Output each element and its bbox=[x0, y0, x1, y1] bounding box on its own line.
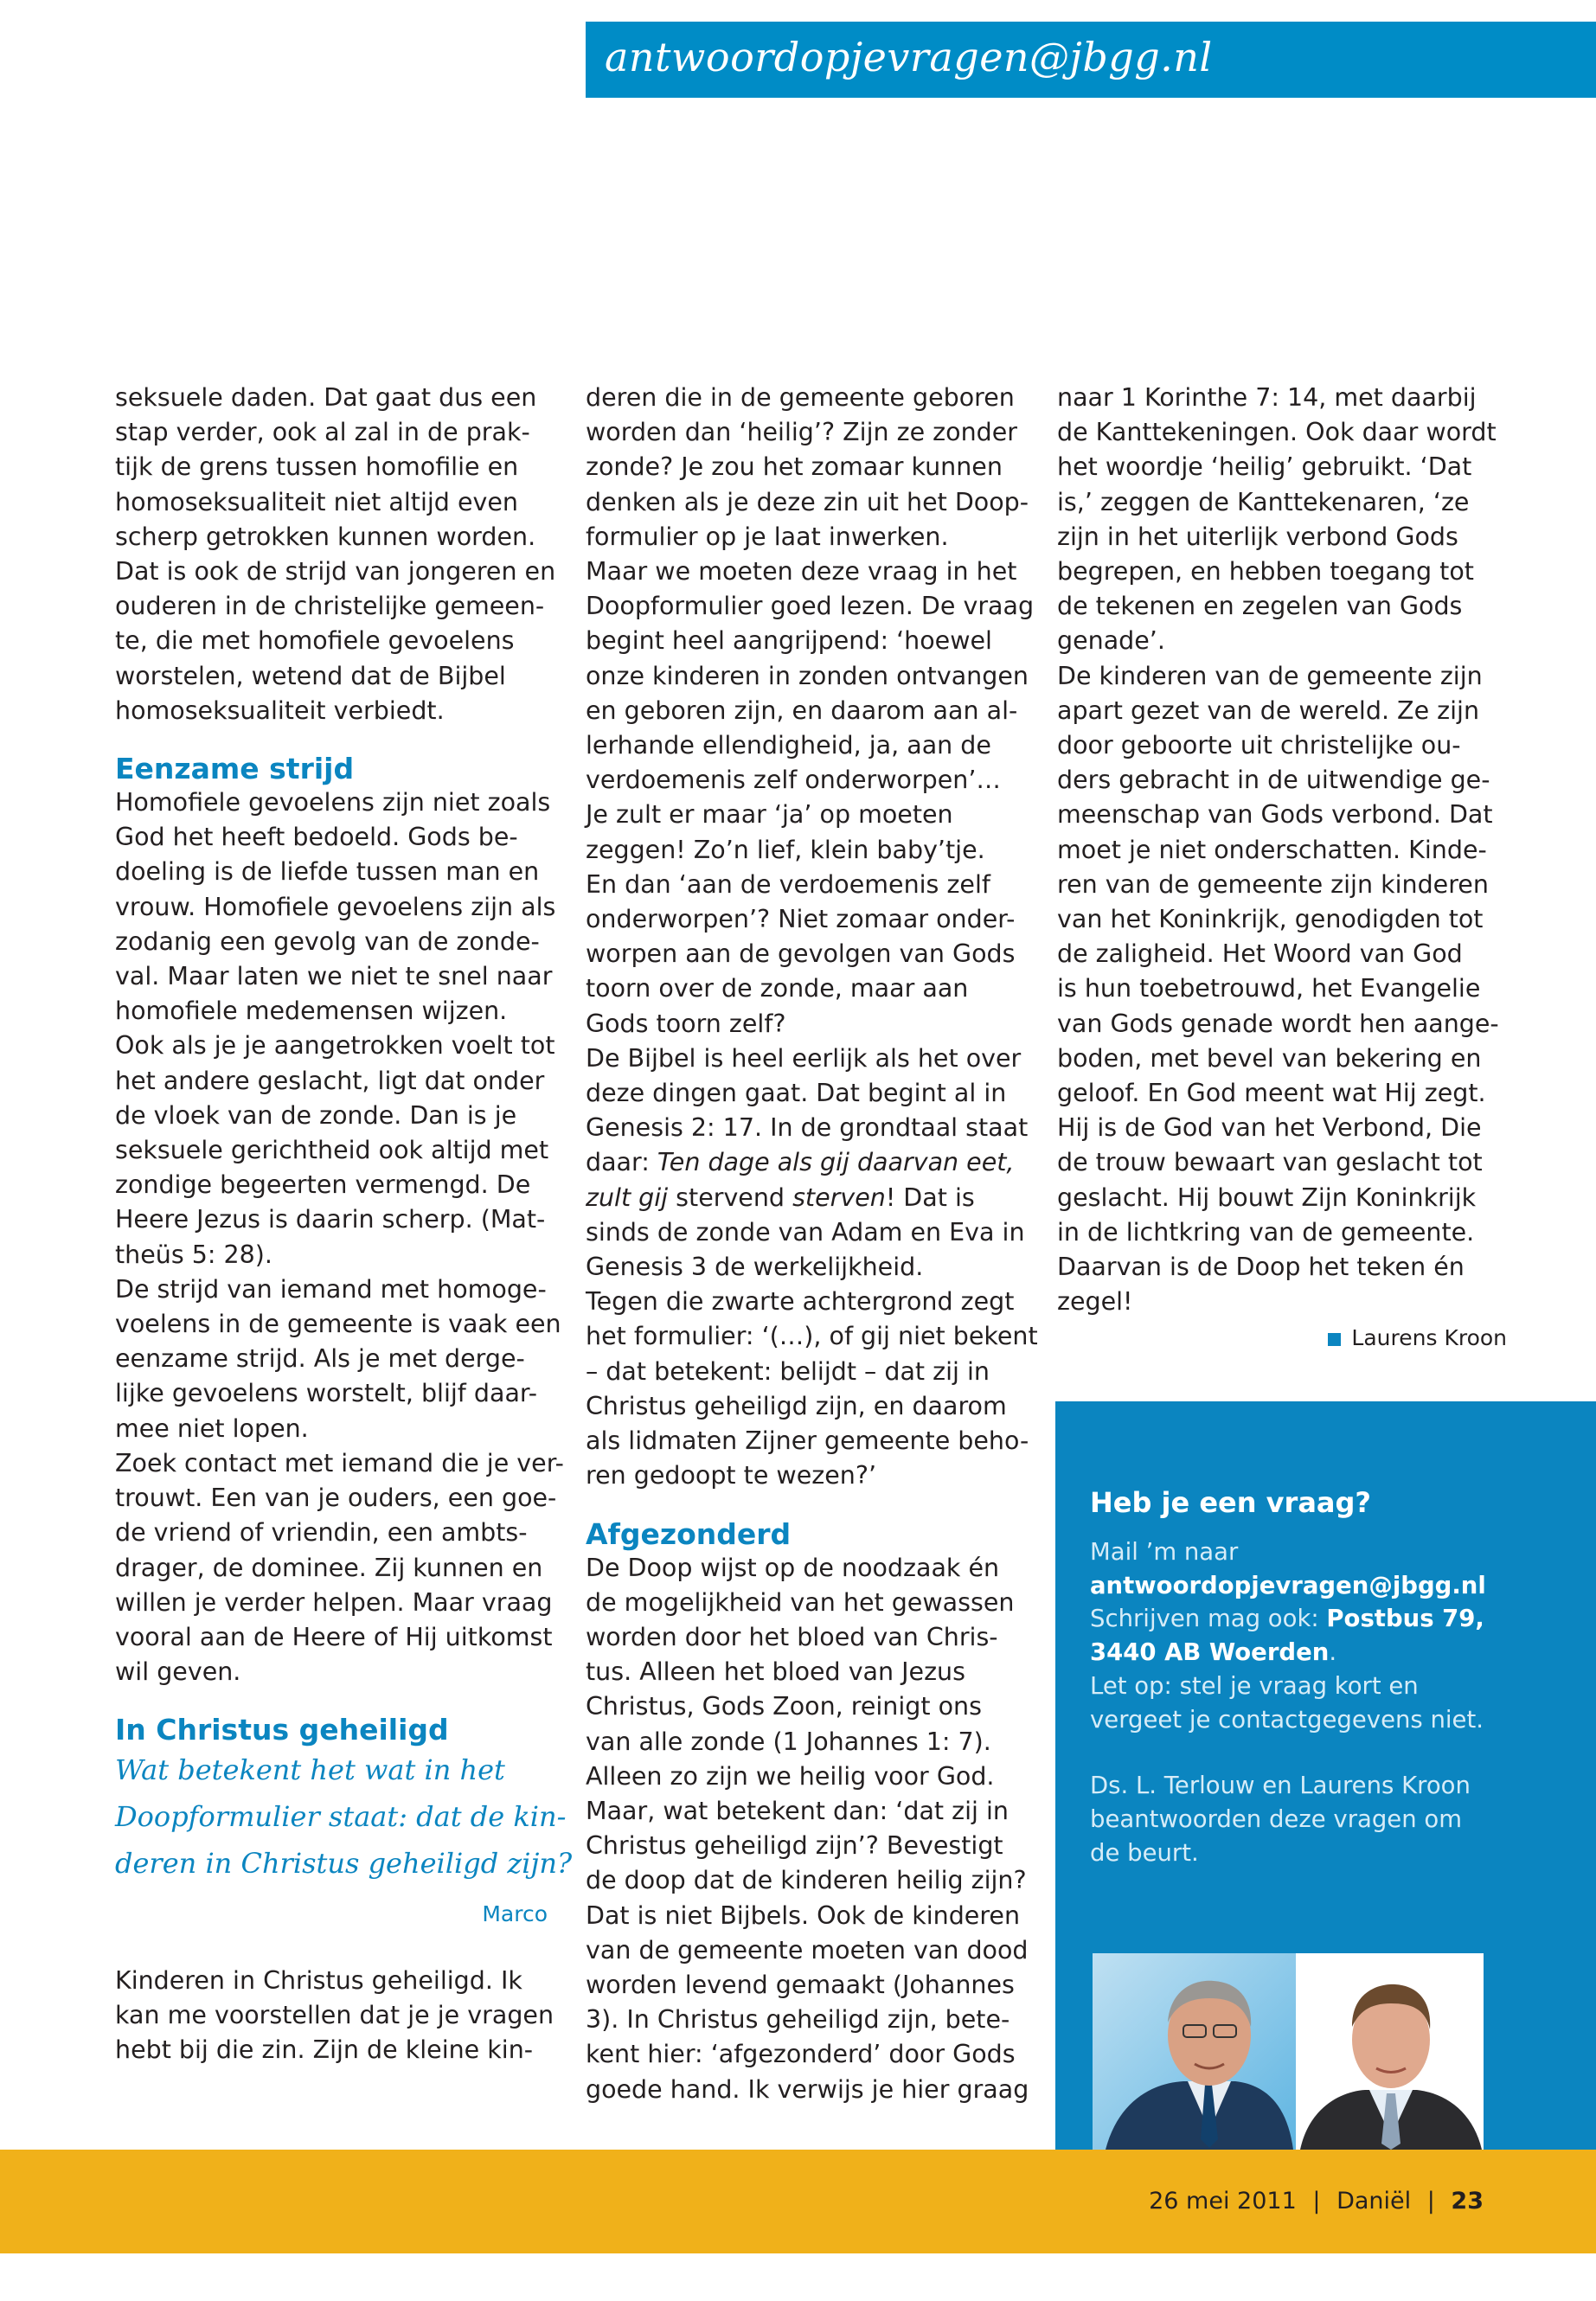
header-bar bbox=[586, 22, 1596, 98]
text-line: De kinderen van de gemeente zijn bbox=[1057, 661, 1483, 690]
text-line: Hij is de God van het Verbond, Die bbox=[1057, 1113, 1482, 1143]
text-line: zonde? Je zou het zomaar kunnen bbox=[586, 452, 1003, 482]
magazine-name: Daniël bbox=[1336, 2188, 1412, 2214]
text-line: onze kinderen in zonden ontvangen bbox=[586, 661, 1029, 690]
text-line: stap verder, ook al zal in de prak- bbox=[115, 418, 530, 447]
answer-signature bbox=[1057, 1321, 1507, 1356]
box-title: Heb je een vraag? bbox=[1090, 1486, 1371, 1519]
text-line: toorn over de zonde, maar aan bbox=[586, 974, 969, 1003]
col3-para-1 bbox=[1057, 381, 1507, 1319]
text-line: het woordje ‘heilig’ gebruikt. ‘Dat bbox=[1057, 452, 1472, 482]
text-line: Tegen die zwarte achtergrond zegt bbox=[586, 1287, 1015, 1317]
col2-para-3 bbox=[586, 1551, 1029, 2107]
reader-question bbox=[115, 1747, 573, 1887]
col2-para-1 bbox=[586, 381, 1035, 1145]
text-line: denken als je deze zin uit het Doop- bbox=[586, 487, 1029, 516]
text-line: Genesis 2: 17. In de grondtaal staat bbox=[586, 1113, 1029, 1143]
text-line: de tekenen en zegelen van Gods bbox=[1057, 592, 1463, 621]
text-line: geloof. En God meent wat Hij zegt. bbox=[1057, 1079, 1486, 1108]
text-line: Daarvan is de Doop het teken én bbox=[1057, 1253, 1465, 1282]
page-number: 23 bbox=[1451, 2188, 1484, 2214]
footer-text bbox=[1149, 2188, 1484, 2214]
period: . bbox=[1329, 1638, 1337, 1667]
text-line: trouwt. Een van je ouders, een goe- bbox=[115, 1484, 557, 1513]
authors-line-1: Ds. L. Terlouw en Laurens Kroon bbox=[1090, 1772, 1471, 1800]
col2-line-italic-2 bbox=[586, 1181, 1018, 1215]
text-line: scherp getrokken kunnen worden. bbox=[115, 522, 536, 551]
text-line: zegel! bbox=[1057, 1287, 1133, 1317]
box-text bbox=[1090, 1535, 1486, 1869]
text-line: ren van de gemeente zijn kinderen bbox=[1057, 869, 1489, 899]
text-line: het andere geslacht, ligt dat onder bbox=[115, 1066, 545, 1095]
text-line: doeling is de liefde tussen man en bbox=[115, 857, 540, 887]
text-line: goede hand. Ik verwijs je hier graag bbox=[586, 2074, 1029, 2104]
text-line: deze dingen gaat. Dat begint al in bbox=[586, 1079, 1007, 1108]
text-line: Maar we moeten deze vraag in het bbox=[586, 557, 1017, 586]
text-line: zodanig een gevolg van de zonde- bbox=[115, 926, 540, 956]
text-line: Je zult er maar ‘ja’ op moeten bbox=[586, 800, 953, 830]
text-line: worden door het bloed van Chris- bbox=[586, 1622, 998, 1651]
text-line: worden dan ‘heilig’? Zijn ze zonder bbox=[586, 418, 1017, 447]
text-line: de vloek van de zonde. Dan is je bbox=[115, 1100, 517, 1130]
text-line: en geboren zijn, en daarom aan al- bbox=[586, 695, 1018, 725]
text-line: eenzame strijd. Als je met derge- bbox=[115, 1344, 525, 1374]
text-line: Christus, Gods Zoon, reinigt ons bbox=[586, 1692, 982, 1721]
column-3 bbox=[1057, 381, 1507, 1356]
italic-quote-1: Ten dage als gij daarvan eet, bbox=[657, 1148, 1015, 1177]
text-line: drager, de dominee. Zij kunnen en bbox=[115, 1553, 543, 1582]
text-line: tus. Alleen het bloed van Jezus bbox=[586, 1657, 965, 1687]
text-line: deren in Christus geheiligd zijn? bbox=[115, 1847, 573, 1881]
footer-separator-1: | bbox=[1312, 2188, 1321, 2214]
text-line: Christus geheiligd zijn’? Bevestigt bbox=[586, 1831, 1003, 1861]
text-line: Christus geheiligd zijn, en daarom bbox=[586, 1391, 1007, 1420]
text-line: begrepen, en hebben toegang tot bbox=[1057, 557, 1474, 586]
text-line: vrouw. Homofiele gevoelens zijn als bbox=[115, 892, 556, 921]
text-line: ren gedoopt te wezen?’ bbox=[586, 1461, 877, 1490]
text-line: seksuele gerichtheid ook altijd met bbox=[115, 1136, 549, 1165]
text-line: Homofiele gevoelens zijn niet zoals bbox=[115, 788, 551, 817]
text-line: zondige begeerten vermengd. De bbox=[115, 1170, 531, 1200]
text-line: En dan ‘aan de verdoemenis zelf bbox=[586, 869, 990, 899]
square-bullet-icon bbox=[1328, 1333, 1341, 1346]
footer-bar bbox=[0, 2150, 1596, 2253]
text-line: Genesis 3 de werkelijkheid. bbox=[586, 1253, 924, 1282]
text-line: deren die in de gemeente geboren bbox=[586, 383, 1015, 412]
text-line: moet je niet onderschatten. Kinde- bbox=[1057, 835, 1487, 864]
text-stervend: stervend bbox=[668, 1183, 793, 1212]
authors-line-3: de beurt. bbox=[1090, 1838, 1199, 1867]
text-line: onderworpen’? Niet zomaar onder- bbox=[586, 905, 1016, 934]
authors-photo-svg bbox=[1093, 1953, 1484, 2150]
text-line: van de gemeente moeten van dood bbox=[586, 1935, 1029, 1965]
text-line: is hun toebetrouwd, het Evangelie bbox=[1057, 974, 1481, 1003]
col1-para-1 bbox=[115, 381, 556, 728]
text-line: voelens in de gemeente is vaak een bbox=[115, 1310, 561, 1339]
text-line: mee niet lopen. bbox=[115, 1413, 309, 1443]
text-line: Kinderen in Christus geheiligd. Ik bbox=[115, 1965, 522, 1995]
authors-line-2: beantwoorden deze vragen om bbox=[1090, 1804, 1463, 1833]
text-line: Doopformulier goed lezen. De vraag bbox=[586, 592, 1035, 621]
col2-line-italic-1 bbox=[586, 1145, 1018, 1180]
text-line: Gods toorn zelf? bbox=[586, 1009, 786, 1038]
text-line: hebt bij die zin. Zijn de kleine kin- bbox=[115, 2035, 534, 2064]
text-line: de zaligheid. Het Woord van God bbox=[1057, 939, 1463, 969]
text-line: verdoemenis zelf onderworpen’… bbox=[586, 766, 1001, 795]
text-line: te, die met homofiele gevoelens bbox=[115, 626, 515, 656]
text-line: van alle zonde (1 Johannes 1: 7). bbox=[586, 1727, 991, 1756]
text-line: De Doop wijst op de noodzaak én bbox=[586, 1553, 1000, 1582]
text-line: Doopformulier staat: dat de kin- bbox=[115, 1800, 567, 1834]
text-line: de trouw bewaart van geslacht tot bbox=[1057, 1148, 1483, 1177]
text-line: de mogelijkheid van het gewassen bbox=[586, 1587, 1015, 1617]
text-line: Wat betekent het wat in het bbox=[115, 1753, 505, 1787]
note-line-2: vergeet je contactgegevens niet. bbox=[1090, 1705, 1484, 1734]
column-2 bbox=[586, 381, 1038, 2107]
col2-para-2 bbox=[586, 1215, 1038, 1494]
text-line: theüs 5: 28). bbox=[115, 1240, 272, 1269]
postbus: Postbus 79, bbox=[1326, 1605, 1484, 1633]
text-line: kan me voorstellen dat je je vragen bbox=[115, 2000, 554, 2029]
text-line: De strijd van iemand met homoge- bbox=[115, 1274, 547, 1304]
text-line: tijk de grens tussen homofilie en bbox=[115, 452, 519, 482]
text-line: de Kanttekeningen. Ook daar wordt bbox=[1057, 418, 1497, 447]
text-line: naar 1 Korinthe 7: 14, met daarbij bbox=[1057, 383, 1477, 412]
text-line: worden levend gemaakt (Johannes bbox=[586, 1970, 1015, 1999]
text-line: Zoek contact met iemand die je ver- bbox=[115, 1448, 564, 1477]
heading-eenzame-strijd: Eenzame strijd bbox=[115, 752, 355, 786]
text-line: Ook als je je aangetrokken voelt tot bbox=[115, 1031, 555, 1061]
column-1 bbox=[115, 381, 573, 2067]
text-line: begint heel aangrijpend: ‘hoewel bbox=[586, 626, 992, 656]
text-line: genade’. bbox=[1057, 626, 1165, 656]
text-line: kent hier: ‘afgezonderd’ door Gods bbox=[586, 2040, 1016, 2069]
authors-photo bbox=[1093, 1953, 1484, 2150]
signature-name: Laurens Kroon bbox=[1351, 1325, 1507, 1351]
text-line: homoseksualiteit niet altijd even bbox=[115, 487, 518, 516]
text-line: val. Maar laten we niet te snel naar bbox=[115, 962, 553, 991]
heading-in-christus-geheiligd: In Christus geheiligd bbox=[115, 1713, 449, 1747]
text-line: Alleen zo zijn we heilig voor God. bbox=[586, 1761, 995, 1791]
text-line: van Gods genade wordt hen aange- bbox=[1057, 1009, 1499, 1038]
italic-quote-2: zult gij bbox=[586, 1183, 669, 1212]
write-label: Schrijven mag ook: bbox=[1090, 1605, 1327, 1633]
text-daar: daar: bbox=[586, 1148, 657, 1177]
text-line: boden, met bevel van bekering en bbox=[1057, 1043, 1482, 1073]
header-email[interactable]: antwoordopjevragen@jbgg.nl bbox=[605, 34, 1213, 80]
box-email[interactable]: antwoordopjevragen@jbgg.nl bbox=[1090, 1571, 1486, 1599]
text-line: willen je verder helpen. Maar vraag bbox=[115, 1587, 553, 1617]
postcode-city: 3440 AB Woerden bbox=[1090, 1638, 1330, 1667]
text-line: Heere Jezus is daarin scherp. (Mat- bbox=[115, 1205, 546, 1234]
col1-para-3 bbox=[115, 1964, 554, 2068]
text-line: het formulier: ‘(…), of gij niet bekent bbox=[586, 1322, 1038, 1351]
text-line: van het Koninkrijk, genodigden tot bbox=[1057, 905, 1484, 934]
text-line: formulier op je laat inwerken. bbox=[586, 522, 949, 551]
text-line: Maar, wat betekent dan: ‘dat zij in bbox=[586, 1796, 1009, 1825]
text-line: ders gebracht in de uitwendige ge- bbox=[1057, 766, 1490, 795]
col1-para-2 bbox=[115, 785, 564, 1689]
text-line: ouderen in de christelijke gemeen- bbox=[115, 592, 545, 621]
text-line: door geboorte uit christelijke ou- bbox=[1057, 731, 1461, 760]
text-line: Dat is niet Bijbels. Ook de kinderen bbox=[586, 1900, 1021, 1930]
text-line: homoseksualiteit verbiedt. bbox=[115, 695, 445, 725]
text-line: de doop dat de kinderen heilig zijn? bbox=[586, 1866, 1027, 1895]
text-line: – dat betekent: belijdt – dat zij in bbox=[586, 1356, 990, 1386]
issue-date: 26 mei 2011 bbox=[1149, 2188, 1297, 2214]
text-line: de vriend of vriendin, een ambts- bbox=[115, 1518, 528, 1548]
text-line: lerhande ellendigheid, ja, aan de bbox=[586, 731, 991, 760]
text-line: worstelen, wetend dat de Bijbel bbox=[115, 661, 506, 690]
question-author: Marco bbox=[482, 1901, 548, 1927]
text-line: geslacht. Hij bouwt Zijn Koninkrijk bbox=[1057, 1183, 1477, 1212]
text-line: God het heeft bedoeld. Gods be- bbox=[115, 823, 518, 852]
heading-afgezonderd: Afgezonderd bbox=[586, 1516, 792, 1551]
text-line: vooral aan de Heere of Hij uitkomst bbox=[115, 1622, 553, 1651]
text-line: seksuele daden. Dat gaat dus een bbox=[115, 383, 537, 412]
text-line: 3). In Christus geheiligd zijn, bete- bbox=[586, 2005, 1010, 2035]
text-line: Dat is ook de strijd van jongeren en bbox=[115, 557, 556, 586]
text-line: lijke gevoelens worstelt, blijf daar- bbox=[115, 1379, 538, 1408]
text-dat-is: ! Dat is bbox=[885, 1183, 975, 1212]
text-line: is,’ zeggen de Kanttekenaren, ‘ze bbox=[1057, 487, 1470, 516]
footer-separator-2: | bbox=[1426, 2188, 1435, 2214]
text-line: apart gezet van de wereld. Ze zijn bbox=[1057, 695, 1480, 725]
text-line: in de lichtkring van de gemeente. bbox=[1057, 1217, 1475, 1247]
text-line: sinds de zonde van Adam en Eva in bbox=[586, 1217, 1025, 1247]
mail-label: Mail ’m naar bbox=[1090, 1538, 1239, 1566]
text-line: wil geven. bbox=[115, 1657, 241, 1687]
text-line: worpen aan de gevolgen van Gods bbox=[586, 939, 1016, 969]
text-line: als lidmaten Zijner gemeente beho- bbox=[586, 1426, 1029, 1456]
text-line: De Bijbel is heel eerlijk als het over bbox=[586, 1043, 1022, 1073]
text-line: meenschap van Gods verbond. Dat bbox=[1057, 800, 1493, 830]
note-line-1: Let op: stel je vraag kort en bbox=[1090, 1671, 1419, 1700]
text-line: zijn in het uiterlijk verbond Gods bbox=[1057, 522, 1458, 551]
text-line: homofiele medemensen wijzen. bbox=[115, 997, 508, 1026]
text-line: zeggen! Zo’n lief, klein baby’tje. bbox=[586, 835, 985, 864]
italic-quote-3: sterven bbox=[792, 1183, 886, 1212]
